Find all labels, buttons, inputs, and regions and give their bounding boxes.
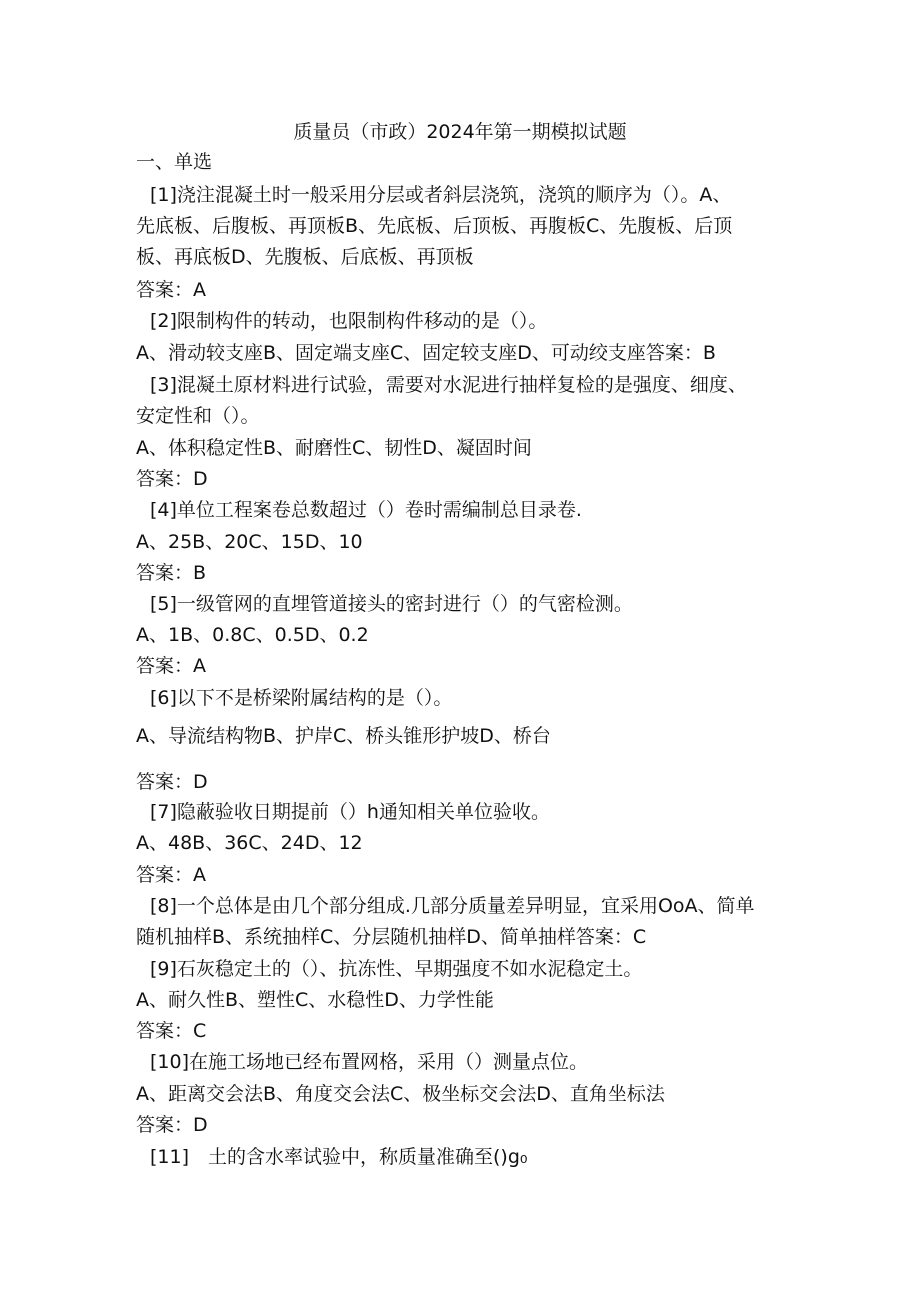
question-1-line-1: [1]浇注混凝土时一般采用分层或者斜层浇筑，浇筑的顺序为（）。A、 <box>150 184 732 206</box>
question-5-stem: [5]一级管网的直埋管道接头的密封进行（）的气密检测。 <box>150 593 633 615</box>
question-3-options: A、体积稳定性B、耐磨性C、韧性D、凝固时间 <box>136 437 532 459</box>
question-11-stem: [11] 土的含水率试验中，称质量准确至()g₀ <box>150 1146 528 1168</box>
question-1-line-2: 先底板、后腹板、再顶板B、先底板、后顶板、再腹板C、先腹板、后顶 <box>136 215 733 237</box>
question-10-options: A、距离交会法B、角度交会法C、极坐标交会法D、直角坐标法 <box>136 1083 665 1105</box>
question-9-options: A、耐久性B、塑性C、水稳性D、力学性能 <box>136 989 494 1011</box>
answer-6: 答案：D <box>136 771 208 793</box>
document-title: 质量员（市政）2024年第一期模拟试题 <box>293 121 627 143</box>
section-heading: 一、单选 <box>136 151 213 173</box>
answer-5: 答案：A <box>136 655 206 677</box>
answer-7: 答案：A <box>136 864 206 886</box>
question-9-stem: [9]石灰稳定土的（）、抗冻性、早期强度不如水泥稳定土。 <box>150 958 643 980</box>
question-10-stem: [10]在施工场地已经布置网格，采用（）测量点位。 <box>150 1051 589 1073</box>
question-3-line-1: [3]混凝土原材料进行试验，需要对水泥进行抽样复检的是强度、细度、 <box>150 374 747 396</box>
answer-10: 答案：D <box>136 1114 208 1136</box>
question-4-options: A、25B、20C、15D、10 <box>136 531 363 553</box>
answer-4: 答案：B <box>136 562 207 584</box>
question-6-stem: [6]以下不是桥梁附属结构的是（）。 <box>150 687 453 709</box>
question-8-line-1: [8]一个总体是由几个部分组成.几部分质量差异明显，宜采用OoA、简单 <box>150 895 755 917</box>
question-2-options: A、滑动较支座B、固定端支座C、固定较支座D、可动绞支座答案：B <box>136 342 716 364</box>
answer-1: 答案：A <box>136 279 206 301</box>
question-5-options: A、1B、0.8C、0.5D、0.2 <box>136 624 369 646</box>
answer-3: 答案：D <box>136 468 208 490</box>
question-6-options: A、导流结构物B、护岸C、桥头锥形护坡D、桥台 <box>136 725 551 747</box>
question-4-stem: [4]单位工程案卷总数超过（）卷时需编制总目录卷. <box>150 499 582 521</box>
question-8-line-2: 随机抽样B、系统抽样C、分层随机抽样D、简单抽样答案：C <box>136 926 647 948</box>
question-2-stem: [2]限制构件的转动，也限制构件移动的是（）。 <box>150 310 548 332</box>
question-3-line-2: 安定性和（）。 <box>136 405 260 427</box>
question-7-stem: [7]隐蔽验收日期提前（）h通知相关单位验收。 <box>150 801 550 823</box>
answer-9: 答案：C <box>136 1020 207 1042</box>
question-7-options: A、48B、36C、24D、12 <box>136 832 363 854</box>
question-1-line-3: 板、再底板D、先腹板、后底板、再顶板 <box>136 246 474 268</box>
